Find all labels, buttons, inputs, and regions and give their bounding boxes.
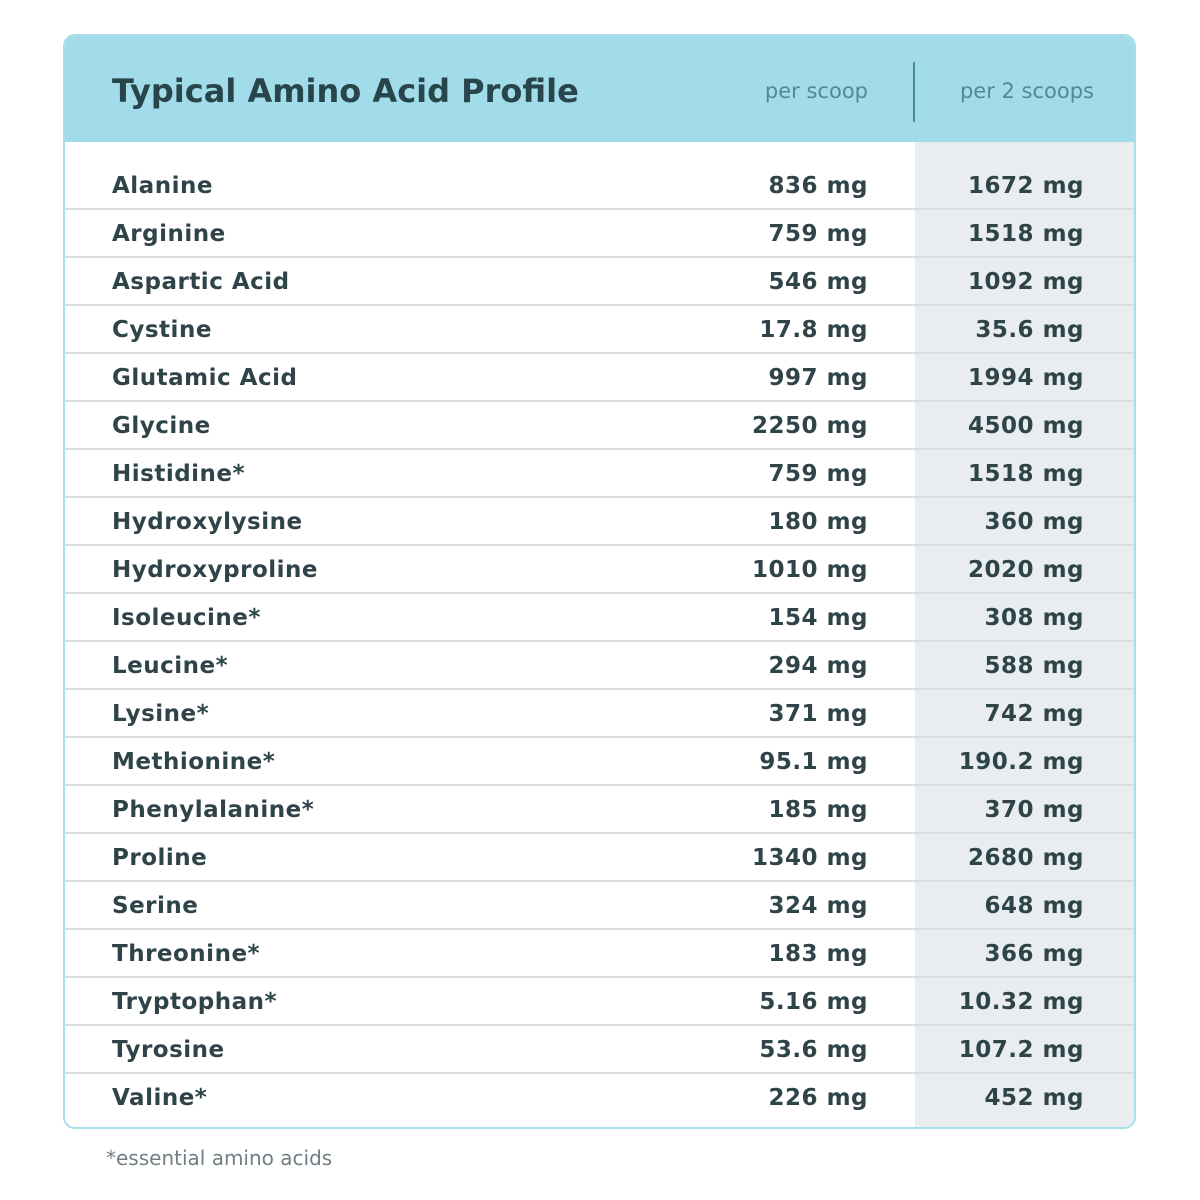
table-row	[65, 258, 1134, 306]
per-scoop-value: 324 mg	[768, 893, 868, 919]
per-scoop-value: 759 mg	[768, 221, 868, 247]
per-2-scoops-value: 588 mg	[984, 653, 1084, 679]
amino-acid-name: Cystine	[112, 317, 212, 343]
per-2-scoops-value: 1092 mg	[968, 269, 1084, 295]
per-2-scoops-column-header: per 2 scoops	[959, 79, 1094, 103]
amino-acid-name: Proline	[112, 845, 208, 871]
table-row	[65, 162, 1134, 210]
per-2-scoops-value: 10.32 mg	[958, 989, 1084, 1015]
table-row	[65, 594, 1134, 642]
amino-acid-name: Methionine*	[112, 749, 276, 775]
per-2-scoops-value: 35.6 mg	[975, 317, 1084, 343]
per-scoop-value: 759 mg	[768, 461, 868, 487]
amino-acid-name: Aspartic Acid	[112, 269, 290, 295]
amino-acid-name: Valine*	[112, 1085, 208, 1111]
table-body	[65, 162, 1134, 1122]
table-title: Typical Amino Acid Profile	[112, 72, 579, 110]
per-2-scoops-value: 648 mg	[984, 893, 1084, 919]
table-row	[65, 690, 1134, 738]
table-row	[65, 930, 1134, 978]
footnote: *essential amino acids	[106, 1146, 333, 1170]
amino-acid-name: Glycine	[112, 413, 211, 439]
amino-acid-name: Histidine*	[112, 461, 246, 487]
table-row	[65, 210, 1134, 258]
amino-acid-name: Arginine	[112, 221, 226, 247]
amino-acid-name: Lysine*	[112, 701, 210, 727]
per-scoop-value: 5.16 mg	[759, 989, 868, 1015]
table-row	[65, 642, 1134, 690]
table-row	[65, 402, 1134, 450]
column-divider	[913, 62, 915, 122]
per-scoop-value: 546 mg	[768, 269, 868, 295]
per-scoop-value: 226 mg	[768, 1085, 868, 1111]
per-scoop-value: 95.1 mg	[759, 749, 868, 775]
amino-acid-name: Leucine*	[112, 653, 229, 679]
per-2-scoops-value: 1518 mg	[968, 221, 1084, 247]
per-scoop-value: 154 mg	[768, 605, 868, 631]
per-2-scoops-value: 742 mg	[984, 701, 1084, 727]
per-2-scoops-value: 2680 mg	[968, 845, 1084, 871]
amino-acid-name: Glutamic Acid	[112, 365, 298, 391]
table-row	[65, 1074, 1134, 1122]
amino-acid-name: Tyrosine	[112, 1037, 225, 1063]
amino-acid-name: Alanine	[112, 173, 213, 199]
table-row	[65, 834, 1134, 882]
amino-acid-table	[63, 34, 1136, 1129]
table-row	[65, 546, 1134, 594]
per-2-scoops-value: 360 mg	[984, 509, 1084, 535]
per-2-scoops-value: 2020 mg	[968, 557, 1084, 583]
per-2-scoops-value: 370 mg	[984, 797, 1084, 823]
per-2-scoops-value: 308 mg	[984, 605, 1084, 631]
per-2-scoops-value: 366 mg	[984, 941, 1084, 967]
per-2-scoops-value: 107.2 mg	[958, 1037, 1084, 1063]
table-row	[65, 306, 1134, 354]
table-row	[65, 738, 1134, 786]
amino-acid-name: Hydroxylysine	[112, 509, 303, 535]
amino-acid-name: Phenylalanine*	[112, 797, 315, 823]
per-scoop-value: 183 mg	[768, 941, 868, 967]
table-header	[65, 36, 1134, 142]
per-scoop-value: 371 mg	[768, 701, 868, 727]
per-scoop-column-header: per scoop	[764, 79, 868, 103]
amino-acid-name: Hydroxyproline	[112, 557, 319, 583]
table-row	[65, 354, 1134, 402]
per-2-scoops-value: 1518 mg	[968, 461, 1084, 487]
per-scoop-value: 836 mg	[768, 173, 868, 199]
per-scoop-value: 53.6 mg	[759, 1037, 868, 1063]
per-scoop-value: 185 mg	[768, 797, 868, 823]
per-2-scoops-value: 1672 mg	[968, 173, 1084, 199]
amino-acid-name: Isoleucine*	[112, 605, 261, 631]
per-2-scoops-value: 1994 mg	[968, 365, 1084, 391]
table-row	[65, 978, 1134, 1026]
per-scoop-value: 1340 mg	[752, 845, 868, 871]
amino-acid-name: Threonine*	[112, 941, 261, 967]
per-scoop-value: 997 mg	[768, 365, 868, 391]
per-2-scoops-value: 452 mg	[984, 1085, 1084, 1111]
table-row	[65, 1026, 1134, 1074]
per-scoop-value: 180 mg	[768, 509, 868, 535]
per-scoop-value: 17.8 mg	[759, 317, 868, 343]
per-2-scoops-value: 4500 mg	[968, 413, 1084, 439]
per-scoop-value: 2250 mg	[752, 413, 868, 439]
per-2-scoops-value: 190.2 mg	[958, 749, 1084, 775]
table-row	[65, 882, 1134, 930]
table-row	[65, 786, 1134, 834]
per-scoop-value: 1010 mg	[752, 557, 868, 583]
amino-acid-name: Tryptophan*	[112, 989, 278, 1015]
table-row	[65, 498, 1134, 546]
per-scoop-value: 294 mg	[768, 653, 868, 679]
table-row	[65, 450, 1134, 498]
amino-acid-name: Serine	[112, 893, 199, 919]
